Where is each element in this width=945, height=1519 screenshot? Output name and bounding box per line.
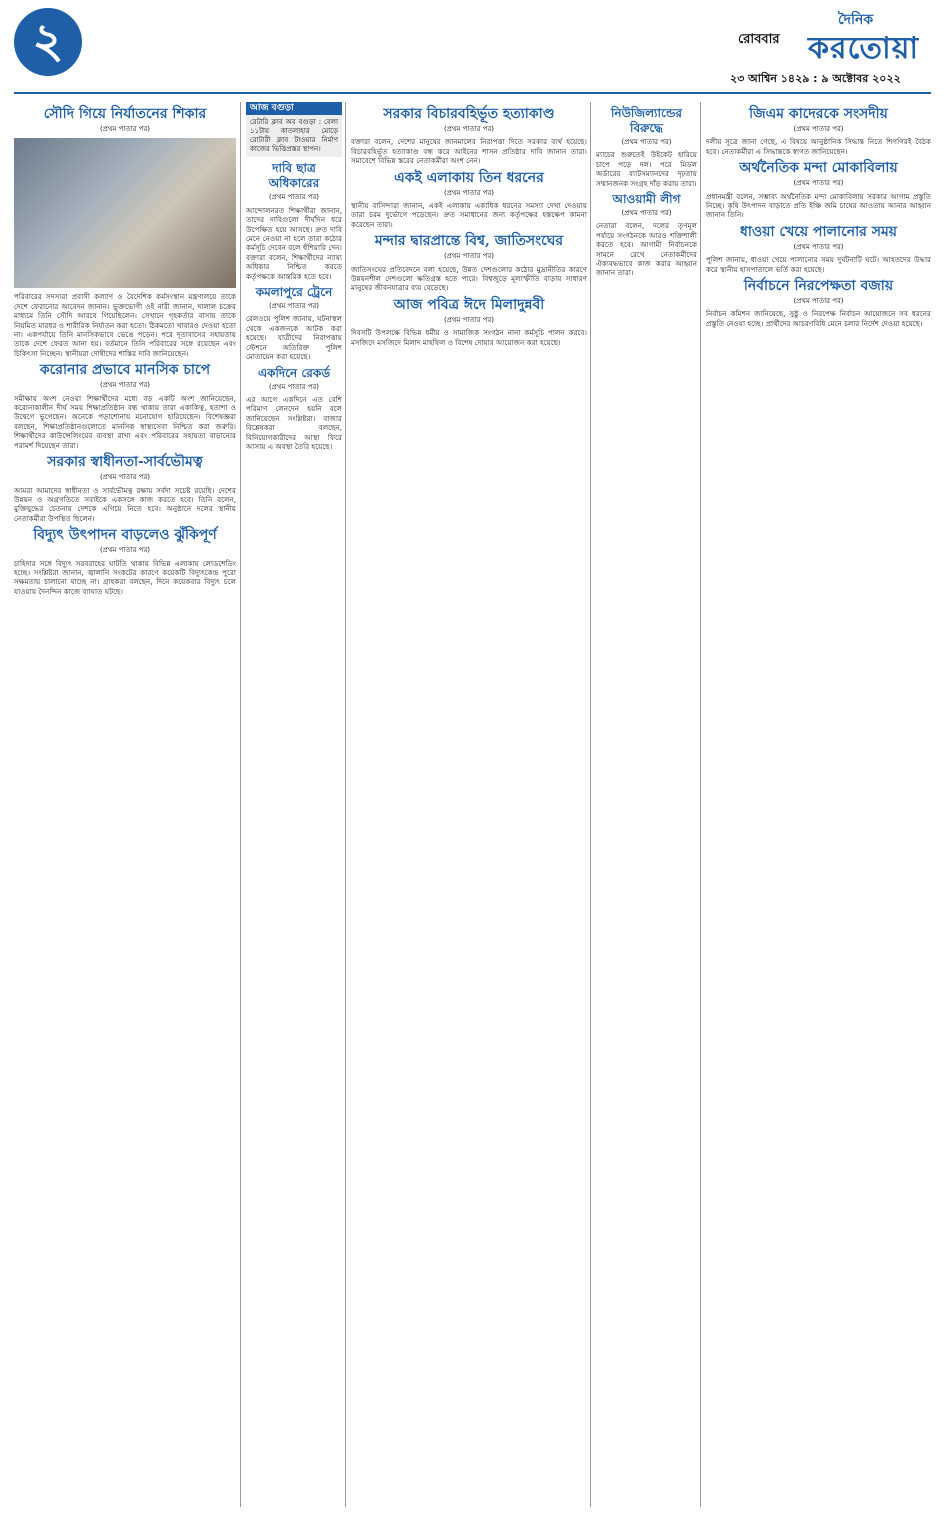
article-byline: (প্রথম পাতার পর) bbox=[793, 125, 844, 133]
column-divider bbox=[345, 102, 346, 1507]
column-divider bbox=[590, 102, 591, 1507]
article-body: সমীক্ষায় অংশ নেওয়া শিক্ষার্থীদের মধ্যে বড় একটি অংশ জানিয়েছেন, করোনাকালীন দীর্ঘ সময় শিক্ষাপ্রতিষ্ঠান বন্ধ থাকায় তারা একাকিত্ব, হতাশা ও উদ্বেগে ভুগেছেন। অনেকে পড়াশোনায় মনোযোগ হারিয়েছেন। বিশেষজ্ঞরা বলছেন, শিক্ষাপ্রতিষ্ঠানগুলোতে মানসিক স্বাস্থ্যসেবা নিশ্চিত করা জরুরি। শিক্ষার্থীদের কাউন্সেলিংয়ের ব্যবস্থা রাখা এবং পরিবারের সহায়তা বাড়ানোর পরামর্শ দিয়েছেন তারা। bbox=[14, 393, 236, 450]
article-body: প্রধানমন্ত্রী বলেন, সম্ভাব্য অর্থনৈতিক মন্দা মোকাবিলায় সরকার আগাম প্রস্তুতি নিচ্ছে। কৃষি উৎপাদন বাড়াতে প্রতি ইঞ্চি জমি চাষের আওতায় আনার আহ্বান জানান তিনি। bbox=[706, 191, 931, 220]
article bbox=[246, 161, 342, 281]
article-byline: (প্রথম পাতার পর) bbox=[443, 252, 495, 261]
article bbox=[246, 366, 342, 452]
article-headline: একদিনে রেকর্ড bbox=[257, 365, 331, 380]
event-box-text: রেটারি ক্লাব অব বগুড়া : বেলা ১১টায় কাতলাহার মোড়ে রোটারী ক্লাব টাওয়ার নির্মাণ কাজের ভিত্তিপ্রস্তর স্থাপন। bbox=[246, 115, 342, 157]
article-headline: আওয়ামী লীগ bbox=[612, 192, 681, 207]
article bbox=[14, 527, 236, 596]
article-byline: (প্রথম পাতার পর) bbox=[99, 546, 151, 555]
masthead-rule bbox=[14, 92, 931, 94]
article-headline: একই এলাকায় তিন ধরনের bbox=[394, 169, 544, 186]
day-label: রোববার bbox=[738, 32, 780, 47]
article-body: আমরা আমাদের স্বাধীনতা ও সার্বভৌমত্ব রক্ষায় সর্বদা সচেষ্ট রয়েছি। দেশের উন্নয়ন ও অগ্রগতিতে সবাইকে একসঙ্গে কাজ করতে হবে। তিনি বলেন, মুক্তিযুদ্ধের চেতনায় দেশকে এগিয়ে নিতে হবে। অনুষ্ঠানে দলের স্থানীয় নেতাকর্মীরা উপস্থিত ছিলেন। bbox=[14, 485, 236, 523]
article-body: পুলিশ জানায়, ধাওয়া খেয়ে পালানোর সময় দুর্ঘটনাটি ঘটে। আহতদের উদ্ধার করে স্থানীয় হাসপাতালে ভর্তি করা হয়েছে। bbox=[706, 255, 931, 274]
article bbox=[596, 192, 697, 278]
article-body: নেতারা বলেন, দলের তৃণমূল পর্যায়ে সংগঠনকে আরও শক্তিশালী করতে হবে। আগামী নির্বাচনকে সামনে রেখে নেতাকর্মীদের ঐক্যবদ্ধভাবে কাজ করার আহ্বান জানান তারা। bbox=[596, 221, 697, 278]
article-body: চাহিদার সঙ্গে বিদ্যুৎ সরবরাহের ঘাটতি থাকায় বিভিন্ন এলাকায় লোডশেডিং হচ্ছে। সংশ্লিষ্টরা জানান, জ্বালানি সংকটের কারণে কয়েকটি বিদ্যুৎকেন্দ্র পুরো সক্ষমতায় চালানো যাচ্ছে না। গ্রাহকরা বলছেন, দিনে কয়েকবার বিদ্যুৎ চলে যাওয়ায় দৈনন্দিন কাজে ব্যাঘাত ঘটছে। bbox=[14, 558, 236, 596]
event-box-title: আজ বগুড়া bbox=[246, 102, 342, 115]
column-divider bbox=[240, 102, 241, 1507]
article bbox=[706, 224, 931, 274]
article-photo bbox=[14, 138, 236, 288]
article-headline: সরকার বিচারবহির্ভূত হত্যাকাণ্ড bbox=[383, 106, 555, 122]
logo-tagline: দৈনিক bbox=[838, 12, 874, 28]
article bbox=[351, 170, 587, 230]
newspaper-logo: করতোয়া bbox=[808, 31, 920, 66]
article-body: ম্যাচের শুরুতেই উইকেট হারিয়ে চাপে পড়ে দল। পরে মিডল অর্ডারের ব্যাটসম্যানদের দৃঢ়তায় সম্মানজনক সংগ্রহ দাঁড় করায় তারা। bbox=[596, 150, 697, 188]
article-headline: ধাওয়া খেয়ে পালানোর সময় bbox=[740, 223, 897, 240]
article-byline: (প্রথম পাতার পর) bbox=[793, 242, 844, 251]
article bbox=[14, 454, 236, 523]
article-byline: (প্রথম পাতার পর) bbox=[268, 193, 320, 202]
article-headline: জিএম কাদেরকে সংসদীয় bbox=[749, 106, 888, 122]
article bbox=[14, 362, 236, 450]
article-body: দলীয় সূত্রে জানা গেছে, এ বিষয়ে আনুষ্ঠানিক সিদ্ধান্ত নিতে শিগগিরই বৈঠক হবে। নেতাকর্মীরা এ সিদ্ধান্তকে স্বাগত জানিয়েছেন। bbox=[706, 137, 931, 156]
column-1 bbox=[14, 102, 236, 1507]
article-headline: দাবি ছাত্র অধিকারের bbox=[268, 161, 320, 191]
article-byline: (প্রথম পাতার পর) bbox=[268, 382, 320, 391]
article-headline: করোনার প্রভাবে মানসিক চাপে bbox=[39, 362, 211, 379]
article bbox=[596, 106, 697, 188]
article-headline: বিদ্যুৎ উৎপাদন বাড়লেও ঝুঁকিপূর্ণ bbox=[33, 527, 217, 544]
article bbox=[706, 278, 931, 328]
article-body: রেলওয়ে পুলিশ জানায়, ঘটনাস্থল থেকে একজনকে আটক করা হয়েছে। যাত্রীদের নিরাপত্তায় স্টেশনে অতিরিক্ত পুলিশ মোতায়েন করা হয়েছে। bbox=[246, 314, 342, 362]
article bbox=[246, 285, 342, 361]
article-body: স্থানীয় বাসিন্দারা জানান, একই এলাকায় একাধিক ধরনের সমস্যা দেখা দেওয়ায় তারা চরম দুর্ভোগে পড়েছেন। দ্রুত সমাধানের জন্য কর্তৃপক্ষের হস্তক্ষেপ কামনা করেছেন তারা। bbox=[351, 201, 587, 229]
article-headline: সরকার স্বাধীনতা-সার্বভৌমত্ব bbox=[47, 454, 203, 471]
article-headline: অর্থনৈতিক মন্দা মোকাবিলায় bbox=[739, 160, 898, 177]
article bbox=[706, 106, 931, 156]
article bbox=[351, 233, 587, 293]
article-headline: সৌদি গিয়ে নির্যাতনের শিকার bbox=[43, 106, 207, 122]
event-box bbox=[246, 102, 342, 157]
article-byline: (প্রথম পাতার পর) bbox=[99, 125, 151, 133]
column-2 bbox=[246, 102, 342, 1507]
column-5 bbox=[706, 102, 931, 1507]
article-byline: (প্রথম পাতার পর) bbox=[443, 125, 495, 133]
article-byline: (প্রথম পাতার পর) bbox=[621, 209, 672, 218]
article-body: আন্দোলনরত শিক্ষার্থীরা জানান, তাদের দাবিগুলো দীর্ঘদিন ধরে উপেক্ষিত হয়ে আসছে। দ্রুত দাবি মেনে নেওয়া না হলে তারা কঠোর কর্মসূচি দেবেন বলে হুঁশিয়ারি দেন। বক্তারা বলেন, শিক্ষার্থীদের ন্যায্য অধিকার নিশ্চিত করতে কর্তৃপক্ষকে আন্তরিক হতে হবে। bbox=[246, 205, 342, 281]
article-byline: (প্রথম পাতার পর) bbox=[443, 188, 495, 197]
column-divider bbox=[700, 102, 701, 1507]
article-body: পরিবারের সদস্যরা প্রবাসী কল্যাণ ও বৈদেশিক কর্মসংস্থান মন্ত্রণালয়ে তাকে দেশে ফেরানোর আবেদন জানান। ভুক্তভোগী ওই নারী জানান, দালাল চক্রের মাধ্যমে তিনি সৌদি আরবে গিয়েছিলেন। সেখানে গৃহকর্তার বাসায় তাকে নিয়মিত মারধর ও শারীরিক নির্যাতন করা হতো। ঠিকমতো খাবারও দেওয়া হতো না। একপর্যায়ে তিনি মানসিকভাবে ভেঙে পড়েন। পরে দূতাবাসের সহায়তায় তাকে দেশে ফেরত আনা হয়। বর্তমানে তিনি পরিবারের সঙ্গে রয়েছেন এবং চিকিৎসা নিচ্ছেন। স্থানীয়রা দোষীদের শাস্তির দাবি জানিয়েছেন। bbox=[14, 292, 236, 358]
masthead bbox=[0, 0, 945, 118]
article-headline: আজ পবিত্র ঈদে মিলাদুন্নবী bbox=[393, 296, 545, 313]
page-number-badge: ২ bbox=[14, 8, 82, 76]
article-byline: (প্রথম পাতার পর) bbox=[99, 381, 151, 390]
date-line: ২৩ আশ্বিন ১৪২৯ : ৯ অক্টোবর ২০২২ bbox=[730, 72, 901, 85]
article-headline: মন্দার দ্বারপ্রান্তে বিশ্ব, জাতিসংঘের bbox=[374, 233, 564, 250]
article-body: দিবসটি উপলক্ষে বিভিন্ন ধর্মীয় ও সামাজিক সংগঠন নানা কর্মসূচি পালন করবে। মসজিদে মসজিদে মিলাদ মাহফিল ও বিশেষ দোয়ার আয়োজন করা হয়েছে। bbox=[351, 328, 587, 347]
article-headline: নির্বাচনে নিরপেক্ষতা বজায় bbox=[743, 278, 894, 295]
column-3 bbox=[351, 102, 587, 1507]
article-byline: (প্রথম পাতার পর) bbox=[443, 315, 495, 324]
article-byline: (প্রথম পাতার পর) bbox=[268, 302, 320, 311]
article-body: নির্বাচন কমিশন জানিয়েছে, সুষ্ঠু ও নিরপেক্ষ নির্বাচন আয়োজনে সব ধরনের প্রস্তুতি নেওয়া হচ্ছে। প্রার্থীদের আচরণবিধি মেনে চলার নির্দেশ দেওয়া হয়েছে। bbox=[706, 309, 931, 328]
article-body: এর আগে একদিনে এত বেশি পরিমাণ লেনদেন হয়নি বলে জানিয়েছেন সংশ্লিষ্টরা। বাজার বিশ্লেষকরা বলছেন, বিনিয়োগকারীদের আস্থা ফিরে আসায় এ অবস্থা তৈরি হয়েছে। bbox=[246, 394, 342, 451]
article bbox=[351, 297, 587, 347]
column-4 bbox=[596, 102, 697, 1507]
article bbox=[706, 160, 931, 220]
article-body: বক্তারা বলেন, দেশের মানুষের জানমালের নিরাপত্তা দিতে সরকার ব্যর্থ হয়েছে। বিচারবহির্ভূত হত্যাকাণ্ড বন্ধ করে আইনের শাসন প্রতিষ্ঠার দাবি জানান তারা। সমাবেশে বিভিন্ন স্তরের নেতাকর্মীরা অংশ নেন। bbox=[351, 137, 587, 166]
article-byline: (প্রথম পাতার পর) bbox=[793, 297, 844, 306]
article bbox=[351, 106, 587, 166]
article-headline: নিউজিল্যান্ডের বিরুদ্ধে bbox=[610, 106, 683, 135]
article-body: জাতিসংঘের প্রতিবেদনে বলা হয়েছে, উন্নত দেশগুলোর কঠোর মুদ্রানীতির কারণে উন্নয়নশীল দেশগুলো ক্ষতিগ্রস্ত হতে পারে। বিশ্বজুড়ে মূল্যস্ফীতি বাড়ায় সাধারণ মানুষের জীবনযাত্রার ব্যয় বেড়েছে। bbox=[351, 264, 587, 293]
article-byline: (প্রথম পাতার পর) bbox=[99, 473, 151, 482]
article bbox=[14, 106, 236, 358]
article-byline: (প্রথম পাতার পর) bbox=[621, 138, 672, 146]
article-headline: কমলাপুরে ট্রেনে bbox=[255, 285, 333, 300]
article-byline: (প্রথম পাতার পর) bbox=[793, 179, 844, 188]
